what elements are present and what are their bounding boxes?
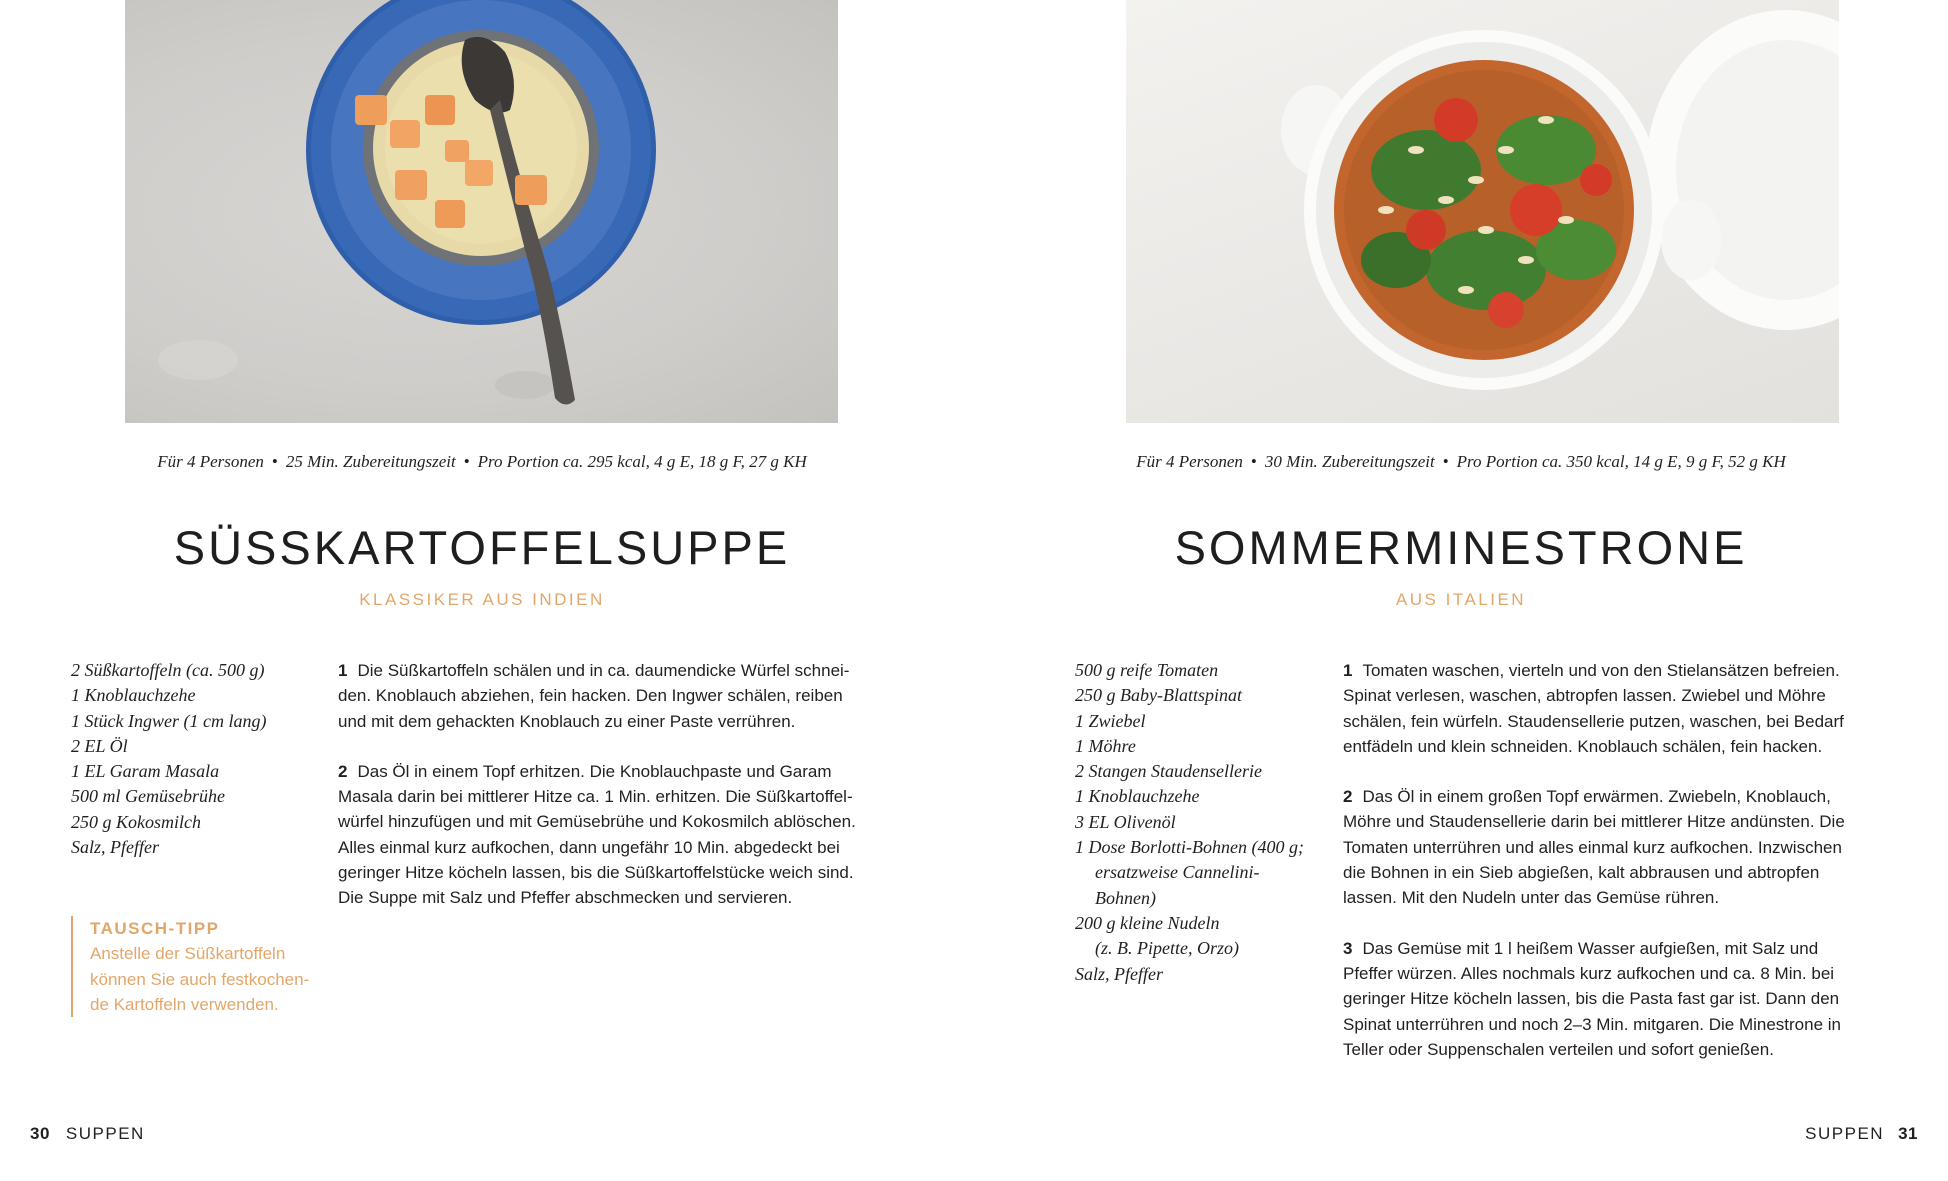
ingredient-item: 1 Zwiebel (1075, 710, 1146, 731)
right-page (974, 0, 1948, 1181)
ingredient-item: 1 Dose Borlotti-Bohnen (400 g; (1075, 837, 1304, 858)
step-line: die Bohnen in ein Sieb abgießen, kalt abbrausen und abtropfen (1343, 863, 1820, 883)
instruction-step (338, 759, 898, 911)
section-name: SUPPEN (1805, 1124, 1885, 1143)
tip-line: können Sie auch festkochen- (90, 969, 310, 989)
ingredient-item: 2 Süßkartoffeln (ca. 500 g) (71, 660, 265, 680)
ingredient-item: 200 g kleine Nudeln (1075, 912, 1220, 933)
page-number: 30 (30, 1124, 50, 1143)
servings: Für 4 Personen (157, 452, 264, 471)
minestrone-photo (1126, 0, 1839, 423)
ingredient-item: 2 Stangen Staudensellerie (1075, 761, 1262, 782)
prep-time: 30 Min. Zubereitungszeit (1264, 452, 1435, 471)
step-line: Masala darin bei mittlerer Hitze ca. 1 Min. erhitzen. Die Süßkartoffel- (338, 787, 853, 807)
step-line: schälen, fein würfeln. Staudensellerie putzen, waschen, bei Bedarf (1343, 711, 1844, 731)
recipe-meta (974, 452, 1948, 472)
step-line (1343, 784, 1913, 809)
step-line: geringer Hitze köcheln lassen, bis die Süßkartoffelstücke weich sind. (338, 863, 854, 883)
recipe-title: SOMMERMINESTRONE (1174, 521, 1748, 574)
ingredient-item: 1 Stück Ingwer (1 cm lang) (71, 710, 267, 731)
ingredients-list (1075, 658, 1325, 987)
step-line (1343, 936, 1913, 961)
page-footer (1805, 1124, 1918, 1144)
ingredient-item: 250 g Kokosmilch (71, 811, 201, 832)
recipe-subtitle: AUS ITALIEN (1395, 590, 1527, 609)
ingredient-item: 1 Knoblauchzehe (1075, 786, 1200, 807)
ingredient-item-continued: ersatzweise Cannelini- (1095, 862, 1260, 883)
ingredient-item: Salz, Pfeffer (71, 837, 159, 858)
step-number: 2 (1343, 787, 1353, 807)
step-line: lassen. Mit den Nudeln unter das Gemüse rühren. (1343, 888, 1720, 908)
servings: Für 4 Personen (1136, 452, 1243, 471)
ingredient-item: 3 EL Olivenöl (1075, 811, 1176, 832)
step-line: Die Suppe mit Salz und Pfeffer abschmecken und servieren. (338, 888, 793, 908)
step-line: den. Knoblauch abziehen, fein hacken. Den Ingwer schälen, reiben (338, 686, 843, 706)
step-line: Tomaten unterrühren und alles einmal kurz aufkochen. Inzwischen (1343, 837, 1842, 857)
ingredient-item-continued: Bohnen) (1095, 887, 1156, 908)
page-footer (30, 1124, 145, 1144)
section-name: SUPPEN (65, 1124, 145, 1143)
separator-dot: • (1250, 452, 1257, 471)
nutrition: Pro Portion ca. 350 kcal, 14 g E, 9 g F, 52 g KH (1456, 452, 1786, 471)
ingredient-item: 2 EL Öl (71, 735, 128, 756)
swap-tip-box (71, 916, 350, 1017)
ingredient-item-continued: (z. B. Pipette, Orzo) (1095, 938, 1239, 959)
step-line: Spinat verlesen, waschen, abtropfen lassen. Zwiebel und Möhre (1343, 686, 1826, 706)
separator-dot: • (463, 452, 470, 471)
sweet-potato-soup-illustration (125, 0, 838, 423)
step-text: Das Öl in einem Topf erhitzen. Die Knoblauchpaste und Garam (357, 761, 832, 781)
step-line (338, 759, 898, 784)
step-text: Das Gemüse mit 1 l heißem Wasser aufgießen, mit Salz und (1362, 938, 1819, 958)
tip-line: de Kartoffeln verwenden. (90, 994, 279, 1014)
step-line: Spinat unterrühren und noch 2–3 Min. mitgaren. Die Minestrone in (1343, 1014, 1842, 1034)
step-line: würfel hinzufügen und mit Gemüsebrühe und Kokosmilch ablöschen. (338, 812, 856, 832)
instruction-step (338, 658, 898, 734)
step-number: 1 (338, 661, 348, 680)
step-text: Tomaten waschen, vierteln und von den Stielansätzen befreien. (1362, 661, 1840, 680)
step-number: 3 (1343, 938, 1353, 958)
step-text: Die Süßkartoffeln schälen und in ca. daumendicke Würfel schnei- (357, 661, 850, 680)
instructions (1343, 658, 1913, 1087)
step-line (1343, 658, 1913, 683)
step-line: Alles einmal kurz aufkochen, dann ungefähr 10 Min. abgedeckt bei (338, 837, 840, 857)
ingredient-item: 1 EL Garam Masala (71, 761, 220, 782)
step-number: 2 (338, 761, 348, 781)
step-line: Möhre und Staudensellerie darin bei mittlerer Hitze andünsten. Die (1343, 812, 1845, 832)
ingredient-item: 500 g reife Tomaten (1075, 660, 1219, 680)
separator-dot: • (271, 452, 278, 471)
tip-line: Anstelle der Süßkartoffeln (90, 944, 286, 964)
step-line: Pfeffer würzen. Alles nochmals kurz aufkochen und ca. 8 Min. bei (1343, 963, 1835, 983)
ingredient-item: 500 ml Gemüsebrühe (71, 786, 225, 807)
tip-heading: TAUSCH-TIPP (90, 919, 220, 938)
recipe-title: SÜSSKARTOFFELSUPPE (173, 521, 791, 574)
ingredients-list (71, 658, 301, 860)
recipe-meta (0, 452, 964, 472)
step-line (338, 658, 898, 683)
step-line: entfädeln und klein schneiden. Knoblauch schälen, fein hacken. (1343, 736, 1823, 756)
step-line: und mit dem gehackten Knoblauch zu einer Paste verrühren. (338, 711, 796, 731)
instruction-step (1343, 936, 1913, 1062)
prep-time: 25 Min. Zubereitungszeit (285, 452, 456, 471)
instructions (338, 658, 898, 936)
recipe-subtitle: KLASSIKER AUS INDIEN (359, 590, 605, 609)
ingredient-item: 1 Knoblauchzehe (71, 685, 196, 706)
nutrition: Pro Portion ca. 295 kcal, 4 g E, 18 g F, 27 g KH (477, 452, 807, 471)
step-text: Das Öl in einem großen Topf erwärmen. Zwiebeln, Knoblauch, (1362, 787, 1831, 807)
step-line: geringer Hitze köcheln lassen, bis die Pasta fast gar ist. Dann den (1343, 989, 1840, 1009)
separator-dot: • (1442, 452, 1449, 471)
ingredient-item: 250 g Baby-Blattspinat (1075, 685, 1242, 706)
instruction-step (1343, 658, 1913, 759)
step-line: Teller oder Suppenschalen verteilen und sofort genießen. (1343, 1039, 1774, 1059)
sweet-potato-soup-photo (125, 0, 838, 423)
instruction-step (1343, 784, 1913, 910)
ingredient-item: Salz, Pfeffer (1075, 963, 1163, 984)
ingredient-item: 1 Möhre (1075, 735, 1136, 756)
minestrone-illustration (1126, 0, 1839, 423)
step-number: 1 (1343, 661, 1353, 680)
page-number: 31 (1898, 1124, 1918, 1143)
